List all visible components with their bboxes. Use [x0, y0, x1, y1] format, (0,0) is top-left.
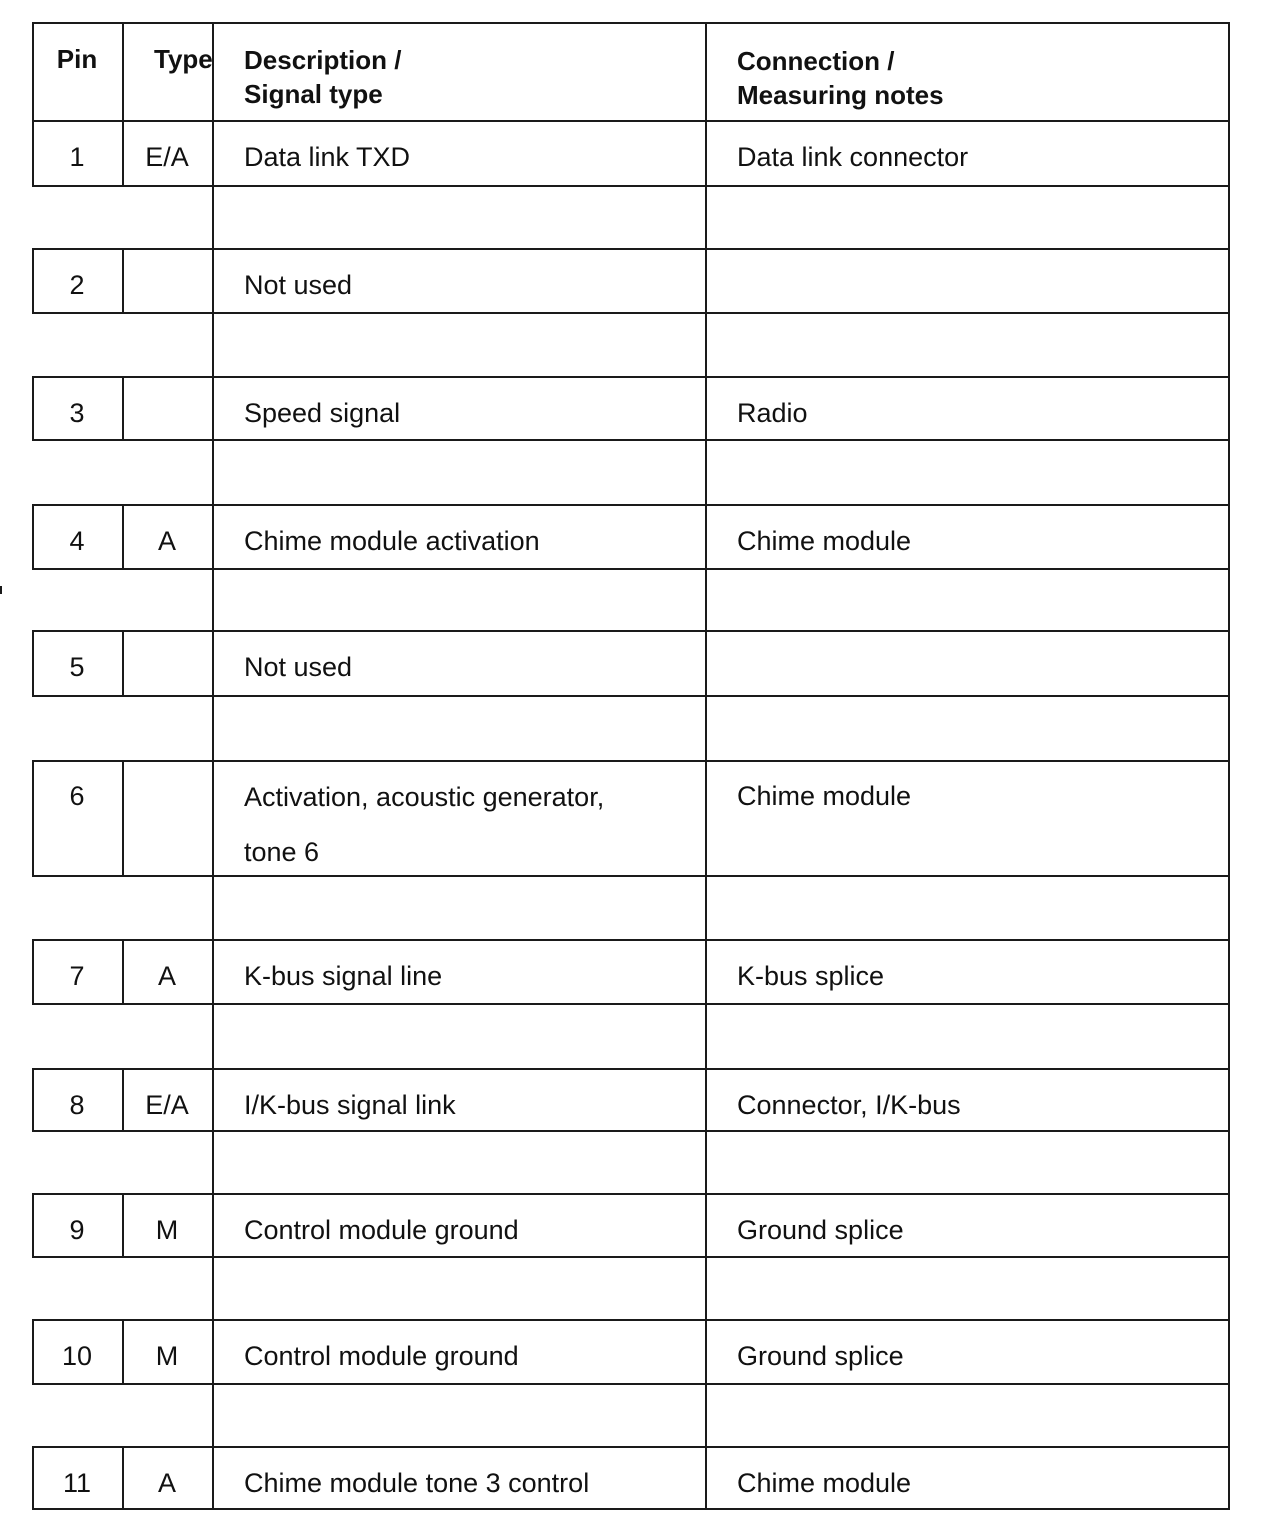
row-rule	[122, 630, 124, 695]
header-pin: Pin	[56, 44, 98, 74]
pin-type: A	[157, 1468, 176, 1498]
pin-type: M	[155, 1215, 179, 1245]
pin-description: Data link TXD	[244, 142, 411, 172]
pin-connection: Chime module	[737, 781, 912, 811]
pin-connection: Data link connector	[737, 142, 969, 172]
pin-description: K-bus signal line	[244, 961, 443, 991]
pin-connection: Chime module	[737, 526, 912, 556]
pin-number: 10	[61, 1341, 93, 1371]
pin-number: 4	[69, 526, 85, 556]
pin-type: E/A	[145, 1090, 189, 1120]
pin-description: Control module ground	[244, 1341, 519, 1371]
column-divider	[212, 22, 214, 1510]
pin-description: I/K-bus signal link	[244, 1090, 456, 1120]
pin-type: M	[155, 1341, 179, 1371]
row-rule	[32, 760, 34, 875]
pin-number: 8	[69, 1090, 85, 1120]
pin-number: 1	[69, 142, 85, 172]
pin-description: Not used	[244, 652, 353, 682]
pin-number: 7	[69, 961, 85, 991]
pin-description: Speed signal	[244, 398, 401, 428]
header-connection: Connection / Measuring notes	[737, 46, 944, 110]
pin-connection: Connector, I/K-bus	[737, 1090, 961, 1120]
pin-type: A	[157, 961, 176, 991]
scan-mark	[0, 586, 2, 594]
pin-connection: K-bus splice	[737, 961, 885, 991]
header-type: Type	[154, 44, 213, 74]
row-rule	[122, 376, 124, 439]
pin-number: 2	[69, 270, 85, 300]
pin-description: Chime module tone 3 control	[244, 1468, 590, 1498]
pin-description: Activation, acoustic generator, tone 6	[244, 782, 605, 867]
pin-type: A	[157, 526, 176, 556]
pin-connection: Ground splice	[737, 1341, 904, 1371]
row-rule	[122, 248, 124, 312]
pin-number: 9	[69, 1215, 85, 1245]
table-border	[1228, 22, 1230, 1510]
pin-number: 3	[69, 398, 85, 428]
pin-connection: Radio	[737, 398, 808, 428]
pin-description: Control module ground	[244, 1215, 519, 1245]
row-rule	[122, 760, 124, 875]
pin-number: 11	[62, 1468, 92, 1498]
pin-connection: Ground splice	[737, 1215, 904, 1245]
pin-description: Chime module activation	[244, 526, 540, 556]
column-divider	[705, 22, 707, 1510]
pin-connection: Chime module	[737, 1468, 912, 1498]
pin-type: E/A	[145, 142, 189, 172]
header-description: Description / Signal type	[244, 45, 402, 109]
pin-number: 5	[69, 652, 85, 682]
pin-description: Not used	[244, 270, 353, 300]
table-border	[122, 22, 124, 120]
pin-number: 6	[69, 781, 85, 811]
